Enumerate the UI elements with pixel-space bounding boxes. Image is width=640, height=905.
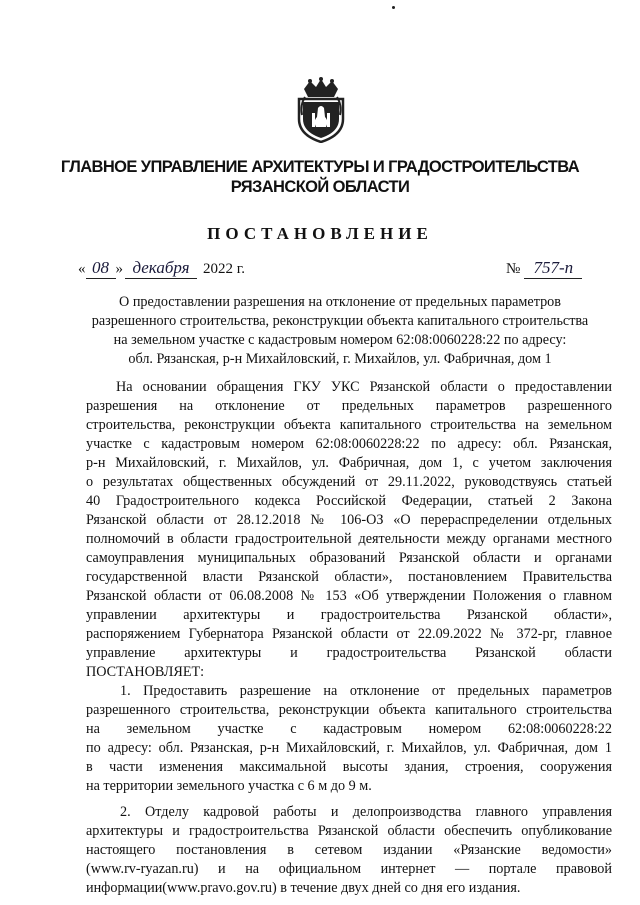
date-close-quote: » [115, 261, 123, 277]
number-value: 757-п [524, 258, 582, 279]
text-line: государственной власти Рязанской области», постановлением Правительства [86, 569, 612, 585]
coat-of-arms-icon [296, 75, 346, 143]
number-prefix: № [506, 261, 521, 277]
text-line: (www.rv-ryazan.ru) и на официальном интернет — портале правовой [86, 861, 612, 877]
text-line: на земельном участке с кадастровым номером 62:08:0060228:22 [86, 721, 612, 737]
date-day: 08 [86, 258, 116, 279]
document-type: ПОСТАНОВЛЕНИЕ [207, 224, 433, 243]
text-line: по адресу: обл. Рязанская, р-н Михайловский, г. Михайлов, ул. Фабричная, дом 1 [86, 740, 612, 756]
date-month: декабря [125, 258, 197, 279]
agency-title-line: РЯЗАНСКОЙ ОБЛАСТИ [230, 178, 410, 196]
text-line: строительства, реконструкции объекта капитального строительства на земельном [86, 417, 612, 433]
agency-title-line: ГЛАВНОЕ УПРАВЛЕНИЕ АРХИТЕКТУРЫ И ГРАДОСТРОИТЕЛЬСТВА [60, 158, 580, 176]
date-open-quote: « [78, 261, 86, 277]
text-line: распоряжением Губернатора Рязанской области от 22.09.2022 № 372-рг, главное [86, 626, 612, 642]
paragraph-basis [86, 378, 612, 682]
text-line: На основании обращения ГКУ УКС Рязанской области о предоставлении [116, 379, 612, 395]
text-line: разрешения на отклонение от предельных параметров разрешенного [86, 398, 612, 414]
text-line: управлении архитектуры и градостроительства Рязанской области», [86, 607, 612, 623]
paragraph-gap [86, 796, 612, 803]
subject-line: О предоставлении разрешения на отклонение от предельных параметров [119, 294, 561, 310]
text-line: Рязанской области от 06.08.2008 № 153 «Об утверждении Положения о главном [86, 588, 612, 604]
document-body [86, 378, 612, 898]
text-line: 2. Отделу кадровой работы и делопроизводства главного управления [120, 804, 612, 820]
paragraph-item-2 [86, 803, 612, 898]
text-line: самоуправления муниципальных образований Рязанской области и органами [86, 550, 612, 566]
subject-line: на земельном участке с кадастровым номером 62:08:0060228:22 по адресу: [113, 332, 567, 348]
text-line: ПОСТАНОВЛЯЕТ: [86, 664, 205, 680]
subject-line: разрешенного строительства, реконструкции объекта капитального строительства [91, 313, 589, 329]
document-number [506, 258, 582, 279]
date-year: 2022 г. [203, 261, 245, 277]
paragraph-item-1 [86, 682, 612, 796]
text-line: разрешенного строительства, реконструкции объекта капитального строительства [86, 702, 612, 718]
text-line: в части изменения максимальной высоты здания, строения, сооружения [86, 759, 612, 775]
text-line: р-н Михайловский, г. Михайлов, ул. Фабричная, дом 1, с учетом заключения [86, 455, 612, 471]
text-line: управление архитектуры и градостроительства Рязанской области [86, 645, 612, 661]
agency-title [20, 157, 620, 197]
text-line: о результатах общественных обсуждений от 29.11.2022, руководствуясь статьей [86, 474, 612, 490]
subject-line: обл. Рязанская, р-н Михайловский, г. Михайлов, ул. Фабричная, дом 1 [128, 351, 552, 367]
text-line: 1. Предоставить разрешение на отклонение от предельных параметров [120, 683, 612, 699]
text-line: участке с кадастровым номером 62:08:0060228:22 по адресу: обл. Рязанская, [86, 436, 612, 452]
text-line: настоящего постановления в сетевом издании «Рязанские ведомости» [86, 842, 612, 858]
document-date [78, 258, 245, 282]
scan-speck [392, 6, 395, 9]
text-line: Рязанской области от 28.12.2018 № 106-ОЗ «О перераспределении отдельных [86, 512, 612, 528]
document-subject [80, 293, 600, 369]
text-line: информации(www.pravo.gov.ru) в течение двух дней со дня его издания. [86, 880, 521, 896]
text-line: на территории земельного участка с 6 м до 9 м. [86, 778, 372, 794]
text-line: полномочий в области градостроительной деятельности между органами местного [86, 531, 612, 547]
text-line: архитектуры и градостроительства Рязанской области обеспечить опубликование [86, 823, 612, 839]
text-line: 40 Градостроительного кодекса Российской Федерации, статьей 2 Закона [86, 493, 612, 509]
